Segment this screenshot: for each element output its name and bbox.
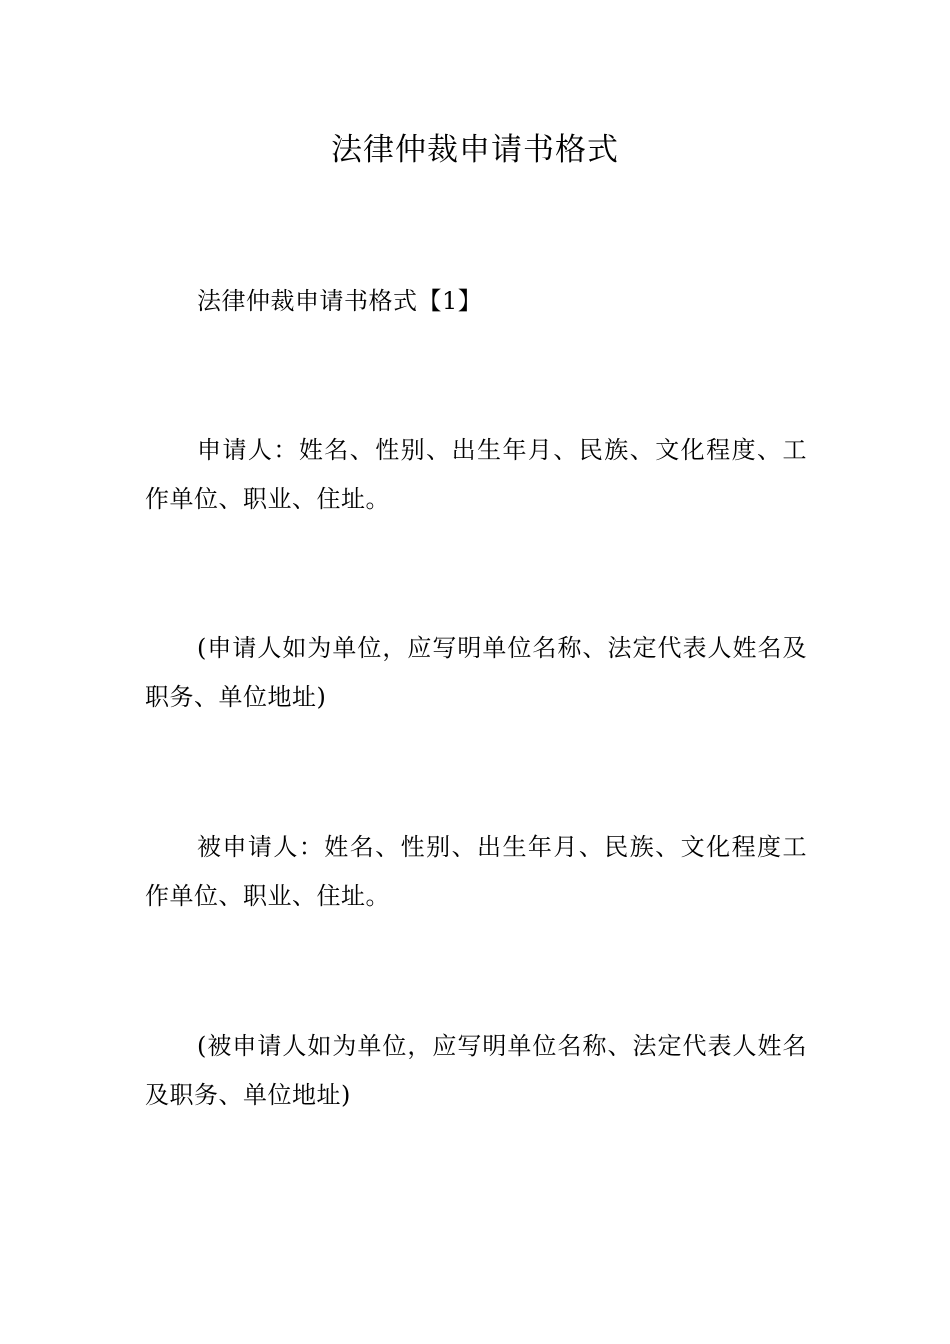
applicant-note-paragraph: (申请人如为单位，应写明单位名称、法定代表人姓名及职务、单位地址) bbox=[145, 634, 807, 711]
applicant-paragraph: 申请人：姓名、性别、出生年月、民族、文化程度、工作单位、职业、住址。 bbox=[145, 436, 807, 513]
respondent-note-paragraph: (被申请人如为单位，应写明单位名称、法定代表人姓名及职务、单位地址) bbox=[145, 1032, 807, 1109]
section-heading: 法律仲裁申请书格式【1】 bbox=[197, 287, 483, 315]
document-title: 法律仲裁申请书格式 bbox=[331, 132, 619, 168]
respondent-paragraph: 被申请人：姓名、性别、出生年月、民族、文化程度工作单位、职业、住址。 bbox=[145, 833, 807, 910]
